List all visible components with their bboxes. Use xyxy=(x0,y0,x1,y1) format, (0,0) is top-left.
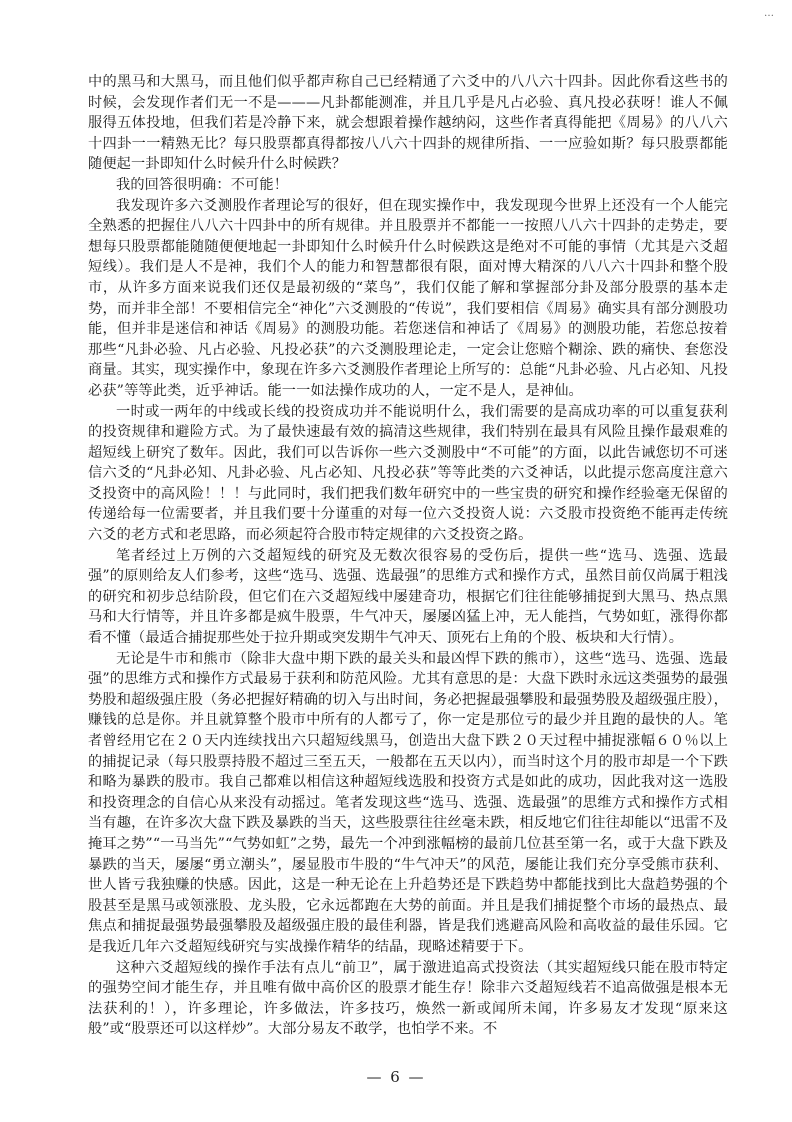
paragraph-discovery: 我发现许多六爻测股作者理论写的很好，但在现实操作中，我发现现今世界上还没有一个人能完全熟悉的把握住八八六十四卦中的所有规律。并且股票并不都能一一按照八八六十四卦的走势走，要想每只股票都能随随便便地起一卦即知什么时候升什么时候跌这是绝对不可能的事情（尤其是六爻超短线）。我们是人不是神，我们个人的能力和智慧都很有限，面对博大精深的八八六十四卦和整个股市，从许多方面来说我们还仅是最初级的“菜鸟”，我们仅能了解和掌握部分卦及部分股票的基本走势，而并非全部！不要相信完全“神化”六爻测股的“传说”，我们要相信《周易》确实具有部分测股功能，但并非是迷信和神话《周易》的测股功能。若您迷信和神话了《周易》的测股功能，若您总按着那些“凡卦必验、凡占必验、凡投必获”的六爻测股理论走，一定会让您赔个糊涂、跌的痛快、套您没商量。其实，现实操作中，象现在许多六爻测股作者理论上所写的：总能“凡卦必验、凡占必知、凡投必获”等等此类，近乎神话。能一一如法操作成功的人，一定不是人，是神仙。 xyxy=(88,197,728,399)
corner-mark: … xyxy=(764,8,774,19)
paragraph-operation-method: 这种六爻超短线的操作手法有点儿“前卫”，属于激进追高式投资法（其实超短线只能在股市特定的强势空间才能生存，并且唯有做中高价区的股票才能生存！除非六爻超短线若不追高做强是根本无法获利的！），许多理论，许多做法，许多技巧，焕然一新或闻所未闻，许多易友才发现“原来这般”或“股票还可以这样炒”。大部分易友不敢学，也怕学不来。不 xyxy=(88,959,728,1038)
paragraph-investment-success: 一时或一两年的中线或长线的投资成功并不能说明什么，我们需要的是高成功率的可以重复获利的投资规律和避险方式。为了最快速最有效的搞清这些规律，我们特别在最具有风险且操作最艰难的超短线上研究了数年。因此，我们可以告诉你一些六爻测股中“不可能”的方面，以此告诫您切不可迷信六爻的“凡卦必知、凡卦必验、凡占必知、凡投必获”等等此类的六爻神话，以此提示您高度注意六爻投资中的高风险！！！与此同时，我们把我们数年研究中的一些宝贵的研究和操作经验毫无保留的传递给每一位需要者，并且我们要十分谨重的对每一位六爻投资人说：六爻股市投资绝不能再走传统六爻的老方式和老思路，而必须起符合股市特定规律的六爻投资之路。 xyxy=(88,403,728,544)
paragraph-continuation: 中的黑马和大黑马，而且他们似乎都声称自己已经精通了六爻中的八八六十四卦。因此你看这些书的时候，会发现作者们无一不是———凡卦都能测准，并且几乎是凡占必验、真凡投必获呀！谁人不佩服得五体投地，但我们若是冷静下来，就会想跟着操作越纳闷，这些作者真得能把《周易》的八八六十四卦一一精熟无比？每只股票都真得都按八八六十四卦的规律所指、一一应验如斯？每只股票都能随便起一卦即知什么时候升什么时候跌？ xyxy=(88,74,728,173)
paragraph-answer: 我的回答很明确：不可能！ xyxy=(116,176,289,193)
page-number: — 6 — xyxy=(366,1068,426,1086)
document-page xyxy=(88,72,728,1040)
paragraph-selection-principles: 笔者经过上万例的六爻超短线的研究及无数次很容易的受伤后，提供一些“选马、选强、选最强”的原则给友人们参考，这些“选马、选强、选最强”的思维方式和操作方式，虽然目前仅尚属于粗浅的研究和初步总结阶段，但它们在六爻超短线中屡建奇功，根据它们往往能够捕捉到大黑马、热点黑马和大行情等，并且许多都是疯牛股票，牛气冲天，屡屡凶猛上冲，无人能挡，气势如虹，涨得你都看不懂（最适合捕捉那些处于拉升期或突发期牛气冲天、顶死右上角的个股、板块和大行情）。 xyxy=(88,547,728,647)
paragraph-bull-bear-markets: 无论是牛市和熊市（除非大盘中期下跌的最关头和最凶悍下跌的熊市），这些“选马、选强、选最强”的思维方式和操作方式最易于获利和防范风险。尤其有意思的是：大盘下跌时永远这类强势的最强势股和超级强庄股（务必把握好精确的切入与出时间，务必把握最强攀股和最强势股及超级强庄股），赚钱的总是你。并且就算整个股市中所有的人都亏了，你一定是那位亏的最少并且跑的最快的人。笔者曾经用它在２０天内连续找出六只超短线黑马，创造出大盘下跌２０天过程中捕捉涨幅６０％以上的捕捉记录（每只股票持股不超过三至五天，一般都在五天以内），而当时这个月的股市却是一个下跌和略为暴跌的股市。我自己都难以相信这种超短线选股和投资方式是如此的成功，因此我对这一选股和投资理念的自信心从来没有动摇过。笔者发现这些“选马、选强、选最强”的思维方式和操作方式相当有趣，在许多次大盘下跌及暴跌的当天，这些股票往往丝毫未跌，相反地它们往往却能以“迅雷不及掩耳之势”“一马当先”“气势如虹”之势，最先一个冲到涨幅榜的最前几位甚至第一名，或于大盘下跌及暴跌的当天，屡屡“勇立潮头”，屡显股市牛股的“牛气冲天”的风范，屡能让我们充分享受熊市获利、世人皆亏我独赚的快感。因此，这是一种无论在上升趋势还是下跌趋势中都能找到比大盘趋势强的个股甚至是黑马或领涨股、龙头股，它永远都跑在大势的前面。并且是我们捕捉整个市场的最热点、最焦点和捕捉最强势最强攀股及超级强庄股的最佳利器，皆是我们逃避高风险和高收益的最佳乐园。它是我近几年六爻超短线研究与实战操作精华的结晶，现略述精要于下。 xyxy=(88,650,728,955)
